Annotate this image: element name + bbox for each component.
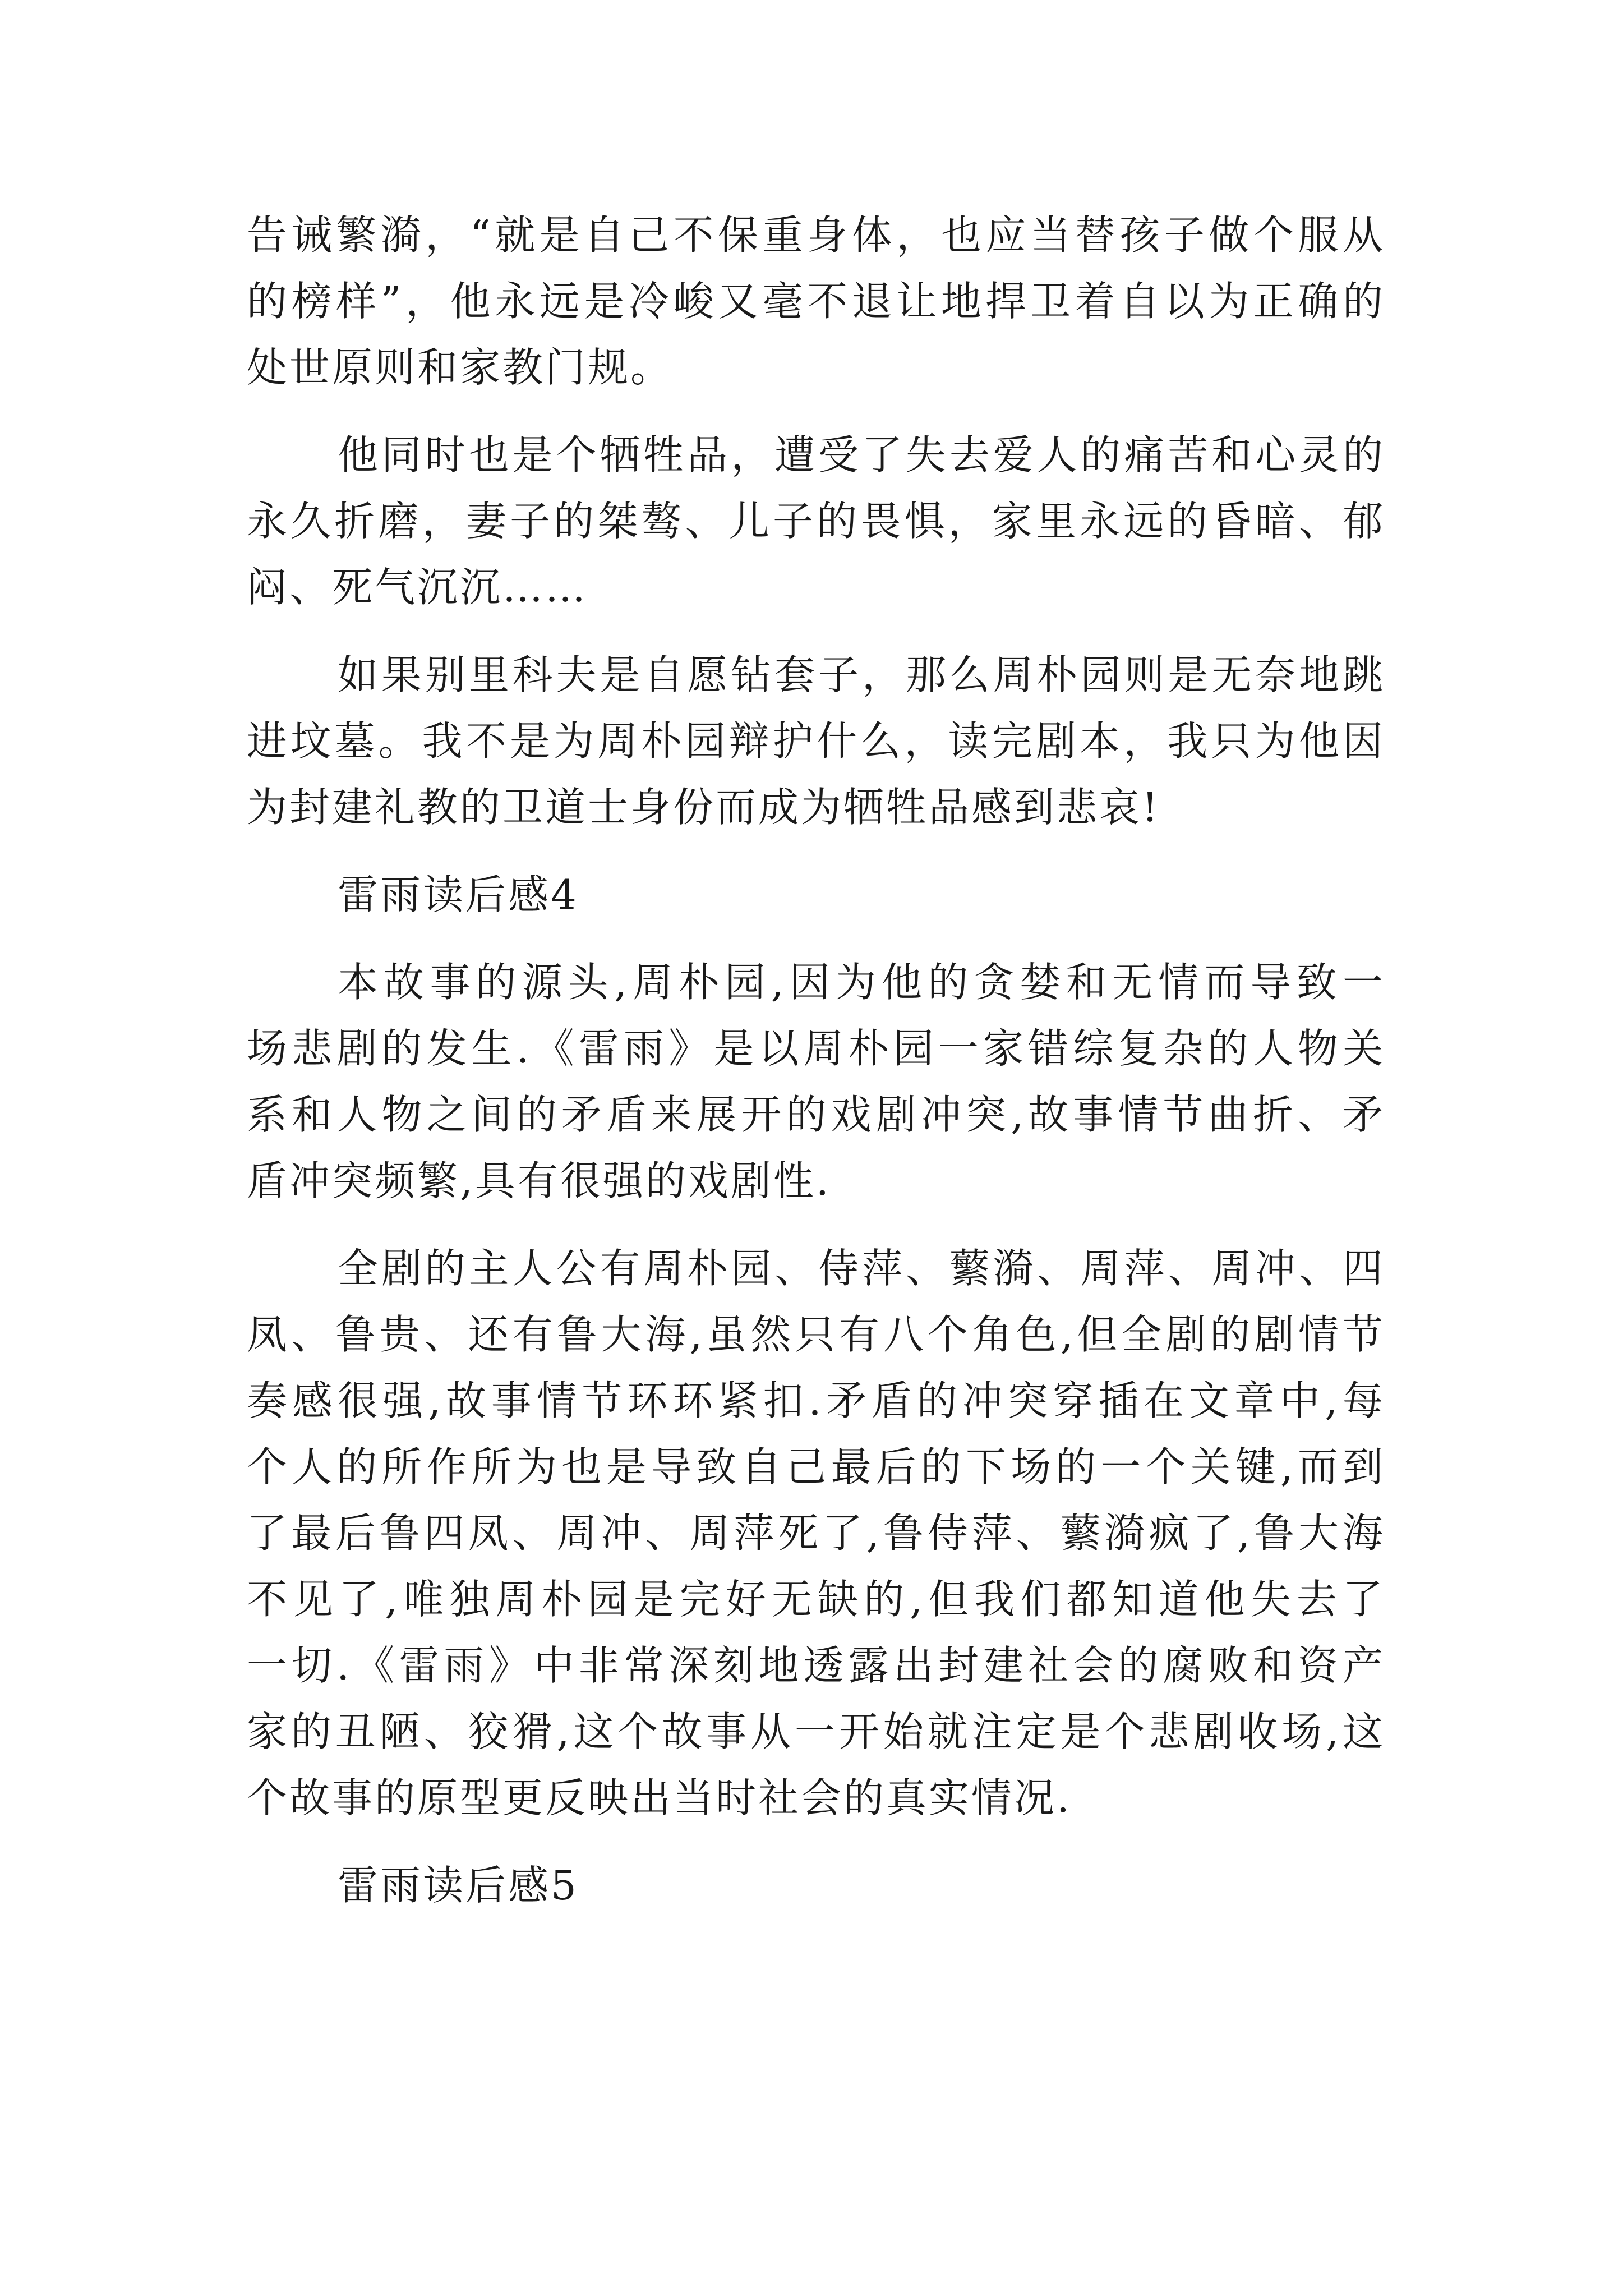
section-heading	[247, 1852, 1385, 1918]
paragraph	[247, 422, 1385, 620]
text-line: 不见了,唯独周朴园是完好无缺的,但我们都知道他失去了	[247, 1576, 1385, 1623]
text-line: 的榜样”，他永远是冷峻又毫不退让地捍卫着自以为正确的	[247, 278, 1385, 325]
text-line: 奏感很强,故事情节环环紧扣.矛盾的冲突穿插在文章中,每	[247, 1377, 1385, 1424]
heading-text: 雷雨读后感4	[338, 871, 579, 918]
heading-text: 雷雨读后感5	[338, 1862, 579, 1909]
text-line: 凤、鲁贵、还有鲁大海,虽然只有八个角色,但全剧的剧情节	[247, 1311, 1385, 1358]
text-line: 盾冲突频繁,具有很强的戏剧性.	[247, 1157, 831, 1204]
paragraph	[247, 949, 1385, 1214]
text-line: 本故事的源头,周朴园,因为他的贪婪和无情而导致一	[338, 959, 1385, 1006]
paragraph	[247, 1235, 1385, 1831]
text-line: 了最后鲁四凤、周冲、周萍死了,鲁侍萍、蘩漪疯了,鲁大海	[247, 1510, 1385, 1557]
text-line: 处世原则和家教门规。	[247, 344, 674, 391]
text-line: 家的丑陋、狡猾,这个故事从一开始就注定是个悲剧收场,这	[247, 1708, 1385, 1755]
text-line: 一切.《雷雨》中非常深刻地透露出封建社会的腐败和资产	[247, 1642, 1385, 1689]
text-line: 闷、死气沉沉……	[247, 564, 588, 611]
text-line: 个人的所作所为也是导致自己最后的下场的一个关键,而到	[247, 1443, 1385, 1490]
text-line: 进坟墓。我不是为周朴园辩护什么，读完剧本，我只为他因	[247, 717, 1385, 765]
text-line: 个故事的原型更反映出当时社会的真实情况.	[247, 1774, 1072, 1821]
section-heading	[247, 862, 1385, 928]
text-line: 他同时也是个牺牲品，遭受了失去爱人的痛苦和心灵的	[338, 431, 1385, 478]
text-line: 永久折磨，妻子的桀骜、儿子的畏惧，家里永远的昏暗、郁	[247, 498, 1385, 545]
text-line: 系和人物之间的矛盾来展开的戏剧冲突,故事情节曲折、矛	[247, 1091, 1385, 1138]
document-body	[247, 202, 1385, 1918]
text-line: 全剧的主人公有周朴园、侍萍、蘩漪、周萍、周冲、四	[338, 1245, 1385, 1292]
paragraph	[247, 202, 1385, 401]
paragraph	[247, 642, 1385, 840]
text-line: 如果别里科夫是自愿钻套子，那么周朴园则是无奈地跳	[338, 651, 1385, 698]
text-line: 告诫繁漪，“就是自己不保重身体，也应当替孩子做个服从	[247, 211, 1385, 259]
text-line: 场悲剧的发生.《雷雨》是以周朴园一家错综复杂的人物关	[247, 1025, 1385, 1072]
text-line: 为封建礼教的卫道士身份而成为牺牲品感到悲哀!	[247, 784, 1160, 831]
